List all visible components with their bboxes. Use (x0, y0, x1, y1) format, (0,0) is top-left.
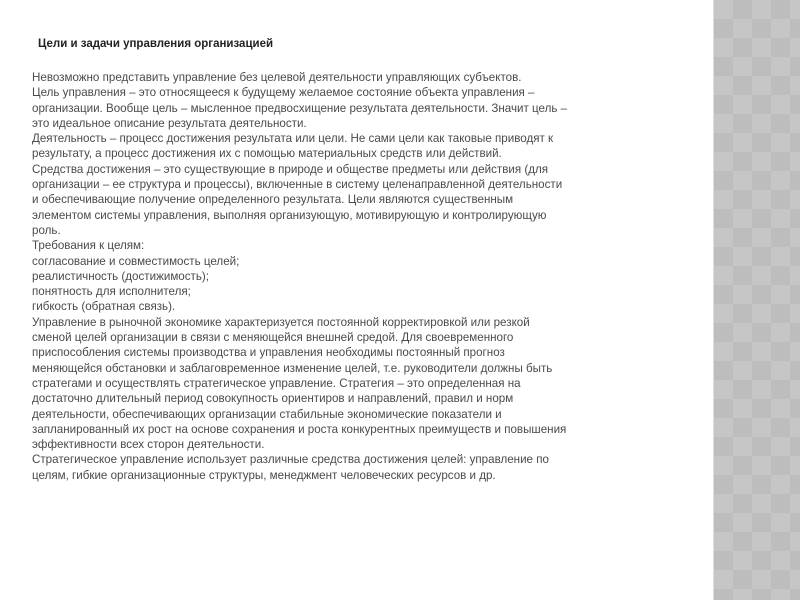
body-text-line: элементом системы управления, выполняя организующую, мотивирующую и контролирующую (32, 208, 547, 222)
body-text-line: гибкость (обратная связь). (32, 300, 176, 314)
body-text-line: сменой целей организации в связи с меняющейся внешней средой. Для своевременного (32, 331, 514, 345)
body-text-line: и обеспечивающие получение определенного результата. Цели являются существенным (32, 193, 514, 207)
body-text-line: достаточно длительный период совокупность ориентиров и направлений, правил и норм (32, 392, 514, 406)
body-text-line: роль. (32, 223, 61, 237)
body-text-line: Невозможно представить управление без целевой деятельности управляющих субъектов. (32, 71, 522, 84)
body-text-line: приспособления системы производства и управления необходимы постоянный прогноз (32, 346, 505, 360)
body-text-line: деятельности, обеспечивающих организации стабильные экономические показатели и (32, 407, 502, 421)
body-text-line: запланированный их рост на основе сохранения и роста конкурентных преимуществ и повышения (32, 422, 567, 436)
body-text-line: эффективности всех сторон деятельности. (32, 438, 265, 452)
body-text-line: Средства достижения – это существующие в природе и обществе предметы или действия (для (32, 162, 548, 176)
slide-title: Цели и задачи управления организацией (38, 38, 274, 50)
body-text-line: согласование и совместимость целей; (32, 254, 240, 268)
body-text-line: Стратегическое управление использует различные средства достижения целей: управление по (32, 453, 549, 467)
body-text-line: организации. Вообще цель – мысленное предвосхищение результата деятельности. Значит цель – (32, 101, 568, 115)
body-text-line: целям, гибкие организационные структуры, менеджмент человеческих ресурсов и др. (32, 468, 496, 482)
body-text-line: организации – ее структура и процессы), включенные в систему целенаправленной деятельности (32, 178, 563, 192)
slide-body-text (32, 70, 567, 483)
decorative-side-panel (713, 0, 800, 600)
body-text-line: реалистичность (достижимость); (32, 269, 209, 283)
body-text-line: Управление в рыночной экономике характеризуется постоянной корректировкой или резкой (32, 315, 530, 329)
body-text-line: это идеальное описание результата деятельности. (32, 116, 307, 130)
body-text-line: стратегами и осуществлять стратегическое управление. Стратегия – это определенная на (32, 376, 521, 390)
body-text-line: Цель управления – это относящееся к будущему желаемое состояние объекта управления – (32, 86, 535, 100)
body-text-line: меняющейся обстановки и заблаговременное изменение целей, т.е. руководители должны быть (32, 361, 553, 375)
body-text-line: результату, а процесс достижения их с помощью материальных средств или действий. (32, 147, 502, 161)
body-text-line: Деятельность – процесс достижения результата или цели. Не сами цели как таковые приводят к (32, 132, 554, 146)
body-text-line: Требования к целям: (32, 239, 145, 253)
body-text-line: понятность для исполнителя; (32, 285, 191, 299)
